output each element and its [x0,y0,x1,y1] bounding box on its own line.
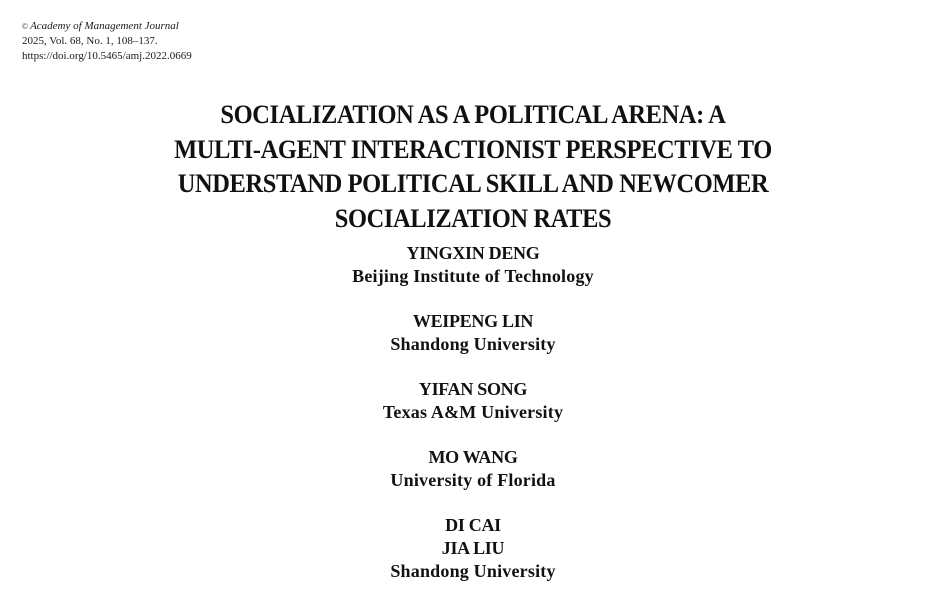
paper-title [3,98,943,236]
author-name: YINGXIN DENG [406,243,540,263]
author-affiliation: Shandong University [390,561,556,581]
title-line: SOCIALIZATION AS A POLITICAL ARENA: A [220,100,726,129]
journal-line [22,19,192,34]
author-affiliation: Texas A&M University [382,402,564,422]
author-affiliation: University of Florida [390,470,556,490]
author-list [0,242,946,605]
volume-line: 2025, Vol. 68, No. 1, 108–137. [22,35,158,47]
author-name: DI CAI [445,515,501,535]
author-name: JIA LIU [441,538,505,558]
author-name: MO WANG [428,447,518,467]
title-line: MULTI-AGENT INTERACTIONIST PERSPECTIVE TO [174,134,772,164]
author-block [0,514,946,583]
author-name: YIFAN SONG [418,379,528,399]
title-line: SOCIALIZATION RATES [334,203,612,233]
title-line: UNDERSTAND POLITICAL SKILL AND NEWCOMER [177,169,769,198]
author-name: WEIPENG LIN [412,311,534,331]
author-block [0,242,946,288]
author-block [0,378,946,424]
author-affiliation: Shandong University [390,334,556,354]
author-block [0,446,946,492]
author-affiliation: Beijing Institute of Technology [352,266,594,286]
journal-name: Academy of Management Journal [30,20,179,32]
doi-link[interactable]: https://doi.org/10.5465/amj.2022.0669 [22,50,192,62]
citation-header [22,19,192,64]
copyright-symbol: © [22,22,29,31]
author-block [0,310,946,356]
